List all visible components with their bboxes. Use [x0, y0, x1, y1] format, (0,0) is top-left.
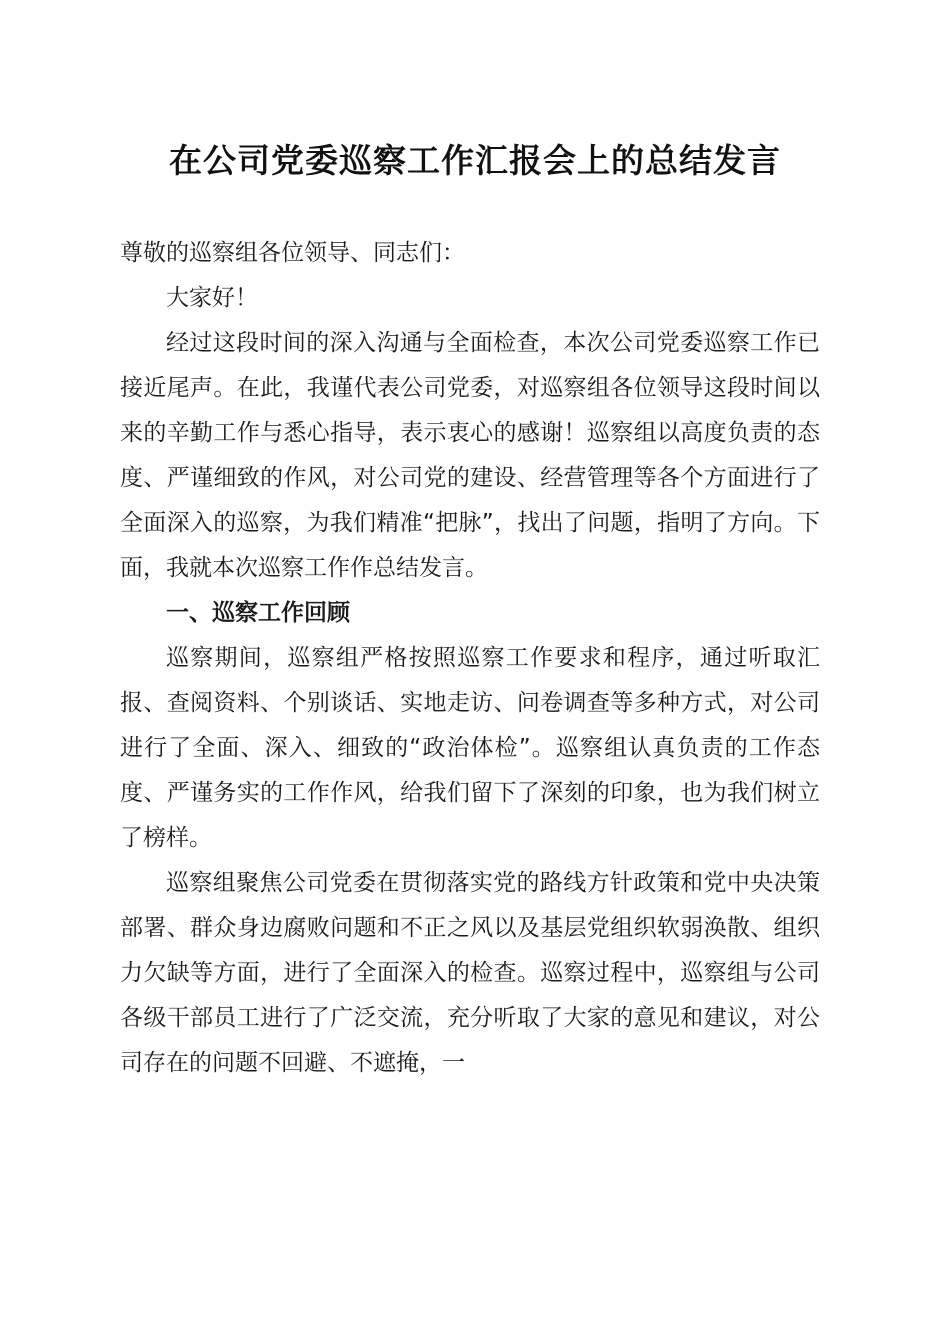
section-paragraph: 巡察组聚焦公司党委在贯彻落实党的路线方针政策和党中央决策部署、群众身边腐败问题和不正之风以及基层党组织软弱涣散、组织力欠缺等方面，进行了全面深入的检查。巡察过程中，巡察组与公司各级干部员工进行了广泛交流，充分听取了大家的意见和建议，对公司存在的问题不回避、不遮掩，一 [120, 870, 820, 1076]
section-heading-review: 一、巡察工作回顾 [166, 600, 350, 626]
greeting: 大家好！ [166, 285, 258, 311]
intro-paragraph: 经过这段时间的深入沟通与全面检查，本次公司党委巡察工作已接近尾声。在此，我谨代表公司党委，对巡察组各位领导这段时间以来的辛勤工作与悉心指导，表示衷心的感谢！巡察组以高度负责的态度、严谨细致的作风，对公司党的建设、经营管理等各个方面进行了全面深入的巡察，为我们精准“把脉”，找出了问题，指明了方向。下面，我就本次巡察工作作总结发言。 [120, 330, 820, 581]
document-body [120, 231, 820, 1086]
section-paragraph: 巡察期间，巡察组严格按照巡察工作要求和程序，通过听取汇报、查阅资料、个别谈话、实地走访、问卷调查等多种方式，对公司进行了全面、深入、细致的“政治体检”。巡察组认真负责的工作态度、严谨务实的工作作风，给我们留下了深刻的印象，也为我们树立了榜样。 [120, 645, 820, 851]
salutation: 尊敬的巡察组各位领导、同志们： [120, 240, 465, 266]
document-title: 在公司党委巡察工作汇报会上的总结发言 [169, 141, 781, 180]
